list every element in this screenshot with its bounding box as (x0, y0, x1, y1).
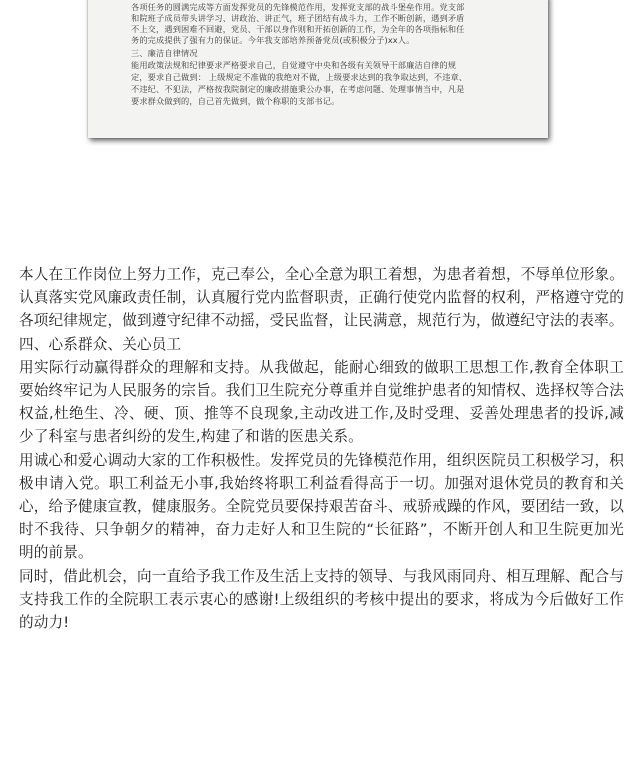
paragraph-public-support: 用实际行动赢得群众的理解和支持。从我做起，能耐心细致的做职工思想工作,教育全体职工要始终牢记为人民服务的宗旨。我们卫生院充分尊重并自觉维护患者的知情权、选择权等合法权益,杜绝生、冷、硬、顶、推等不良现象,主动改进工作,及时受理、妥善处理患者的投诉,减少了科室与患者纠纷的发生,构建了和谐的医患关系。 (19, 358, 624, 446)
scan-line: 务的完成提供了强有力的保证。今年我支部培养预备党员(或积极分子)xx人。 (131, 35, 415, 45)
paragraph-self-discipline: 本人在工作岗位上努力工作，克己奉公，全心全意为职工着想，为患者着想，不辱单位形象。认真落实党风廉政责任制，认真履行党内监督职责，正确行使党内监督的权利，严格遵守党的各项纪律规定，做到遵守纪律不动摇，受民监督，让民满意，规范行为，做遵纪守法的表率。 (19, 266, 624, 330)
section-heading: 四、心系群众、关心员工 (19, 335, 182, 353)
paragraph-thanks: 同时，借此机会，向一直给予我工作及生活上支持的领导、与我风雨同舟、相互理解、配合与支持我工作的全院职工表示衷心的感谢!上级组织的考核中提出的要求，将成为今后做好工作的动力! (19, 567, 624, 632)
scan-line: 能用政策法规和纪律要求严格要求自己，自觉遵守中央和各级有关领导干部廉洁自律的规 (131, 60, 457, 70)
scan-line: 不违纪、不犯法，严格按我院制定的廉政措施秉公办事，在考虑问题、处理事情当中，凡是 (131, 84, 465, 94)
scanned-document-excerpt (88, 0, 548, 138)
paragraph-staff-motivation: 用诚心和爱心调动大家的工作积极性。发挥党员的先锋模范作用，组织医院员工积极学习，积极申请入党。职工利益无小事,我始终将职工利益看得高于一切。加强对退休党员的教育和关心，给予健康宣教，健康服务。全院党员要保持艰苦奋斗、戒骄戒躁的作风，要团结一致，以时不我待、只争朝夕的精神，奋力走好人和卫生院的“长征路”，不断开创人和卫生院更加光明的前景。 (19, 451, 624, 562)
scan-line: 不上交，遇到困难不回避，党员、干部以身作则和开拓创新的工作，为全年的各项指标和任 (131, 24, 465, 34)
scan-line: 要求群众做到的，自己首先做到，做个称职的支部书记。 (131, 96, 340, 106)
scan-line: 定，要求自己做到： 上级规定不准做的我绝对不做，上级要求达到的我争取达到，不违章、 (131, 72, 468, 82)
scan-line: 三、廉洁自律情况 (131, 48, 198, 58)
scan-line: 和院班子成员带头讲学习、讲政治、讲正气，班子团结有战斗力，工作不断创新，遇到矛盾 (131, 13, 465, 23)
document-body (19, 263, 624, 634)
scan-line: 各项任务的圆满完成等方面发挥党员的先锋模范作用，发挥党支部的战斗堡垒作用。党支部 (131, 2, 465, 12)
